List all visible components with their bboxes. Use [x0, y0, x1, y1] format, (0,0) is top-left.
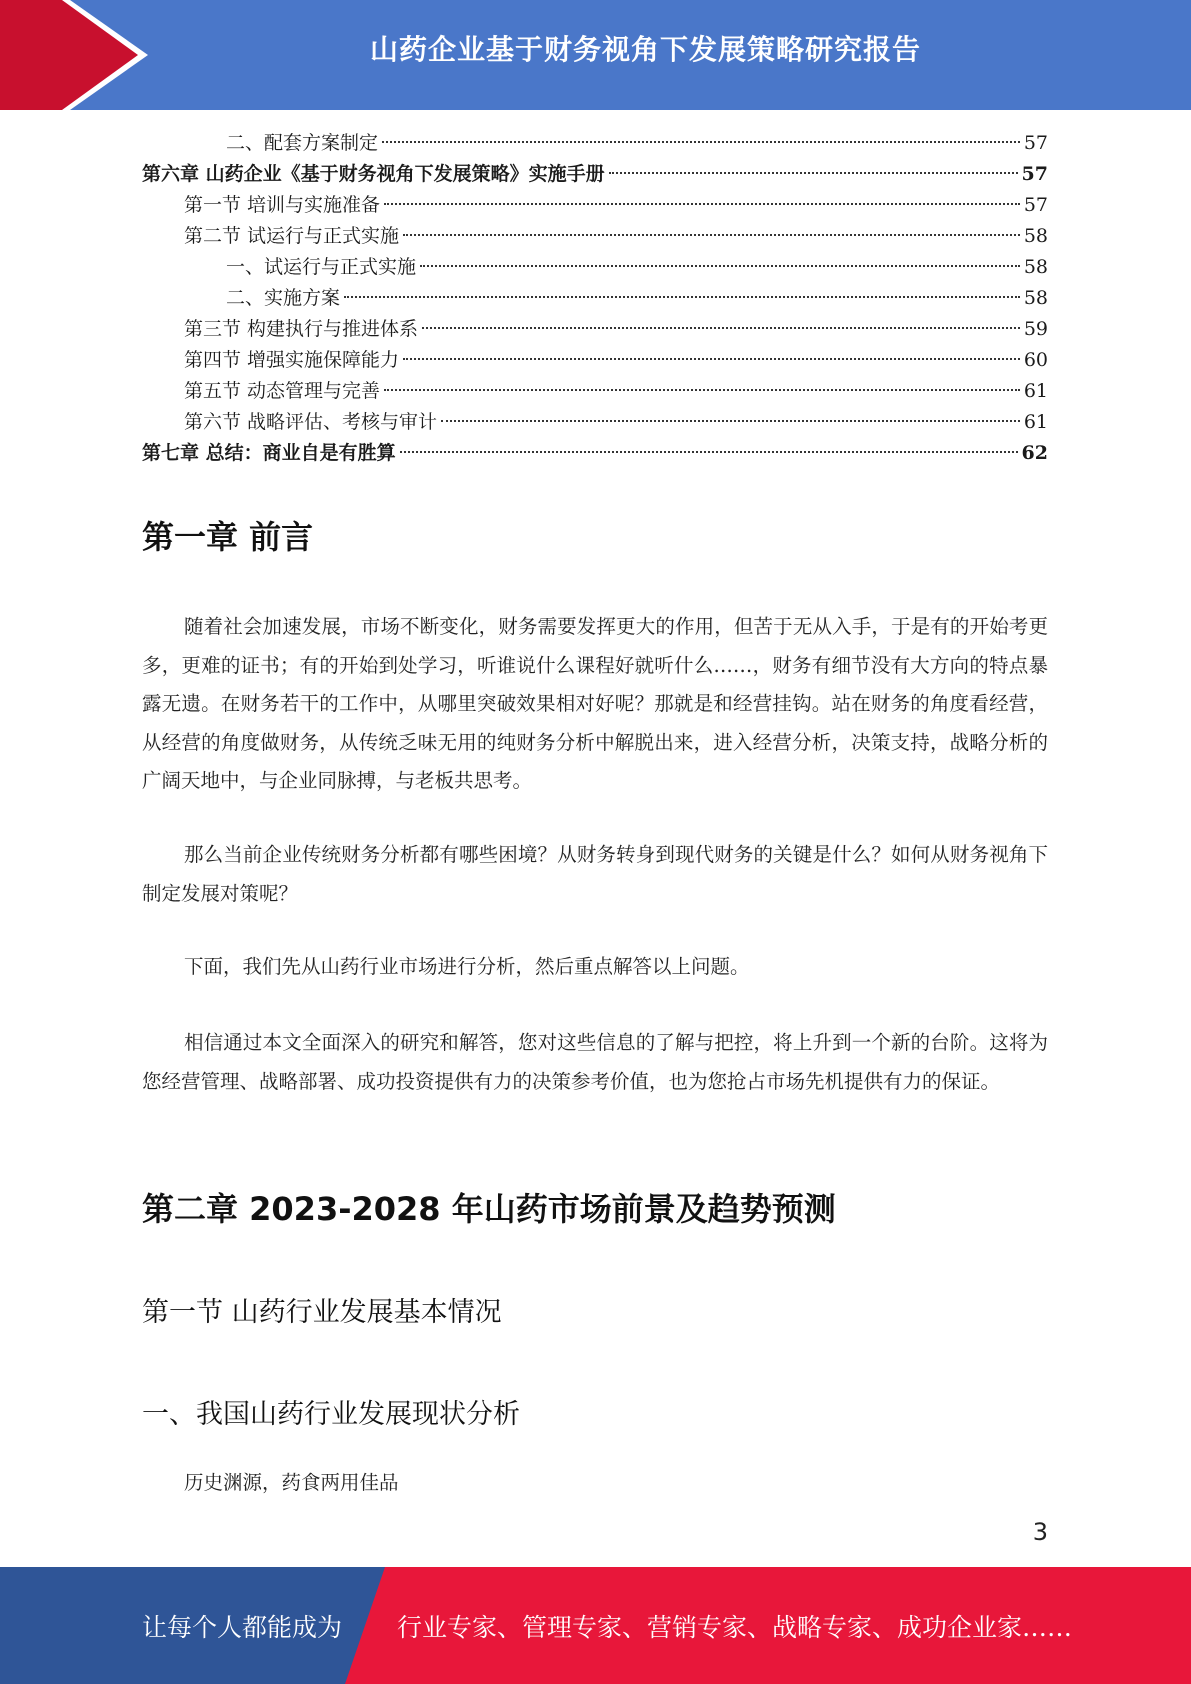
paragraph-2: 那么当前企业传统财务分析都有哪些困境？从财务转身到现代财务的关键是什么？如何从财务视角下制定发展对策呢？: [142, 843, 1048, 905]
toc-leader-dots: [344, 296, 1020, 298]
toc-entry-page: 61: [1023, 411, 1048, 433]
toc-entry-label: 第七章 总结：商业自是有胜算: [142, 442, 396, 464]
toc-entry[interactable]: [142, 190, 1048, 221]
paragraph-4: 相信通过本文全面深入的研究和解答，您对这些信息的了解与把控，将上升到一个新的台阶。这将为您经营管理、战略部署、成功投资提供有力的决策参考价值，也为您抢占市场先机提供有力的保证。: [142, 1031, 1048, 1093]
toc-leader-dots: [609, 172, 1018, 174]
toc-entry[interactable]: [142, 252, 1048, 283]
toc-entry-label: 二、实施方案: [226, 287, 341, 309]
toc-entry-label: 第二节 试运行与正式实施: [184, 225, 400, 247]
toc-entry[interactable]: [142, 438, 1048, 469]
toc-entry-label: 第六节 战略评估、考核与审计: [184, 411, 438, 433]
toc-entry[interactable]: [142, 345, 1048, 376]
toc-leader-dots: [422, 327, 1020, 329]
page-number: 3: [1032, 1518, 1048, 1546]
toc-entry[interactable]: [142, 221, 1048, 252]
toc-entry-label: 第一节 培训与实施准备: [184, 194, 381, 216]
table-of-contents: [142, 128, 1048, 469]
toc-entry-page: 58: [1023, 225, 1048, 247]
toc-entry-page: 57: [1023, 132, 1048, 154]
toc-entry-page: 60: [1023, 349, 1048, 371]
toc-entry-page: 57: [1021, 163, 1048, 185]
chapter-2-title: 第二章 2023-2028 年山药市场前景及趋势预测: [142, 1190, 836, 1228]
toc-entry-label: 一、试运行与正式实施: [226, 256, 417, 278]
toc-entry-label: 二、配套方案制定: [226, 132, 379, 154]
footer-slogan-left: 让每个人都能成为: [142, 1613, 343, 1642]
toc-entry-label: 第五节 动态管理与完善: [184, 380, 381, 402]
toc-entry[interactable]: [142, 283, 1048, 314]
toc-entry-page: 61: [1023, 380, 1048, 402]
header-chevron-icon: [0, 0, 160, 110]
toc-entry-label: 第六章 山药企业《基于财务视角下发展策略》实施手册: [142, 163, 605, 185]
toc-entry[interactable]: [142, 128, 1048, 159]
chapter-1-title: 第一章 前言: [142, 518, 314, 556]
toc-entry-label: 第四节 增强实施保障能力: [184, 349, 400, 371]
page-footer: [0, 1567, 1191, 1684]
toc-entry[interactable]: [142, 314, 1048, 345]
toc-entry-label: 第三节 构建执行与推进体系: [184, 318, 419, 340]
toc-leader-dots: [400, 451, 1018, 453]
toc-entry[interactable]: [142, 376, 1048, 407]
toc-leader-dots: [403, 358, 1020, 360]
toc-entry-page: 62: [1021, 442, 1048, 464]
toc-entry-page: 57: [1023, 194, 1048, 216]
toc-leader-dots: [384, 203, 1020, 205]
toc-leader-dots: [382, 141, 1020, 143]
subsection-title: 一、我国山药行业发展现状分析: [142, 1399, 520, 1430]
toc-leader-dots: [403, 234, 1020, 236]
body-text: 历史渊源，药食两用佳品: [184, 1471, 399, 1494]
toc-leader-dots: [420, 265, 1020, 267]
toc-entry[interactable]: [142, 159, 1048, 190]
section-title: 第一节 山药行业发展基本情况: [142, 1297, 502, 1328]
paragraph-1: 随着社会加速发展，市场不断变化，财务需要发挥更大的作用，但苦于无从入手，于是有的开始考更多，更难的证书；有的开始到处学习，听谁说什么课程好就听什么……，财务有细节没有大方向的特点暴露无遗。在财务若干的工作中，从哪里突破效果相对好呢？那就是和经营挂钩。站在财务的角度看经营，从经营的角度做财务，从传统乏味无用的纯财务分析中解脱出来，进入经营分析，决策支持，战略分析的广阔天地中，与企业同脉搏，与老板共思考。: [142, 615, 1048, 792]
toc-entry[interactable]: [142, 407, 1048, 438]
document-title: 山药企业基于财务视角下发展策略研究报告: [369, 33, 921, 66]
toc-entry-page: 59: [1023, 318, 1048, 340]
toc-entry-page: 58: [1023, 256, 1048, 278]
paragraph-3: 下面，我们先从山药行业市场进行分析，然后重点解答以上问题。: [184, 955, 750, 978]
toc-leader-dots: [441, 420, 1020, 422]
footer-slogan-right: 行业专家、管理专家、营销专家、战略专家、成功企业家……: [397, 1613, 1073, 1642]
page-header: [0, 0, 1191, 110]
toc-leader-dots: [384, 389, 1020, 391]
toc-entry-page: 58: [1023, 287, 1048, 309]
